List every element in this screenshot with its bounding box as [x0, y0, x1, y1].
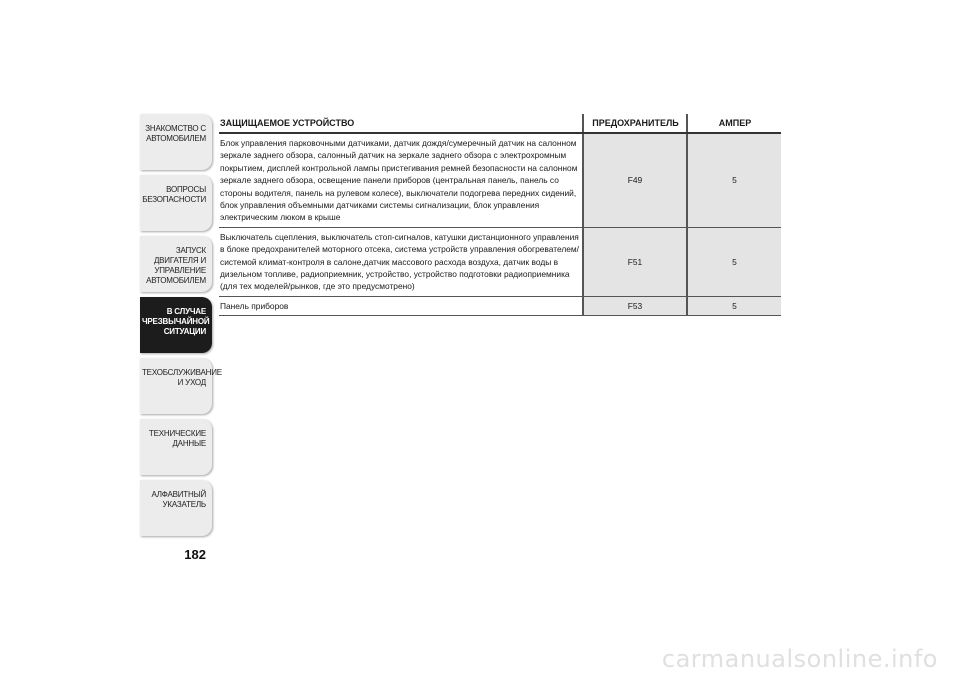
cell-amp: 5 [687, 296, 781, 315]
page-number: 182 [184, 547, 206, 562]
fuse-table [219, 114, 781, 316]
header-amp: АМПЕР [687, 114, 781, 133]
cell-fuse: F51 [583, 227, 687, 296]
header-device: ЗАЩИЩАЕМОЕ УСТРОЙСТВО [219, 114, 583, 133]
cell-fuse: F53 [583, 296, 687, 315]
sidebar-tab-technical-data[interactable]: ТЕХНИЧЕСКИЕ ДАННЫЕ [140, 419, 212, 475]
sidebar-tab-safety[interactable]: ВОПРОСЫ БЕЗОПАСНОСТИ [140, 175, 212, 231]
cell-device: Панель приборов [219, 296, 583, 315]
header-fuse: ПРЕДОХРАНИТЕЛЬ [583, 114, 687, 133]
table-row [219, 296, 781, 315]
sidebar-tab-emergency[interactable]: В СЛУЧАЕ ЧРЕЗВЫЧАЙНОЙ СИТУАЦИИ [140, 297, 212, 353]
cell-amp: 5 [687, 227, 781, 296]
cell-amp: 5 [687, 133, 781, 227]
sidebar-tab-intro[interactable]: ЗНАКОМСТВО С АВТОМОБИЛЕМ [140, 114, 212, 170]
cell-device: Блок управления парковочными датчиками, датчик дождя/сумеречный датчик на салонном зеркале заднего обзора, салонный датчик на зеркале заднего обзора с электрохромным покрытием, дисплей контрольной лампы пристегивания ремней безопасности на салонном зеркале заднего обзора, освещение панели приборов (центральная панель, панель со стороны водителя, панель на рулевом колесе), выключатели подогрева передних сидений, блок управления объемными датчиками системы сигнализации, блок управления электрическим люком в крыше [219, 133, 583, 227]
table-row [219, 133, 781, 227]
cell-fuse: F49 [583, 133, 687, 227]
table-row [219, 227, 781, 296]
table-header-row [219, 114, 781, 133]
sidebar-tab-starting-driving[interactable]: ЗАПУСК ДВИГАТЕЛЯ И УПРАВЛЕНИЕ АВТОМОБИЛЕМ [140, 236, 212, 292]
sidebar-tab-maintenance[interactable]: ТЕХОБСЛУЖИВАНИЕ И УХОД [140, 358, 212, 414]
cell-device: Выключатель сцепления, выключатель стоп-сигналов, катушки дистанционного управления в блоке предохранителей моторного отсека, система устройств управления обогревателем/ системой климат-контроля в салоне,датчик массового расхода воздуха, датчик воды в дизельном топливе, радиоприемник, устройство, устройство подготовки радиоприемника (для тех моделей/рынков, где это предусмотрено) [219, 227, 583, 296]
watermark-text: carmanualsonline.info [661, 645, 938, 673]
sidebar-tab-index[interactable]: АЛФАВИТНЫЙ УКАЗАТЕЛЬ [140, 480, 212, 536]
